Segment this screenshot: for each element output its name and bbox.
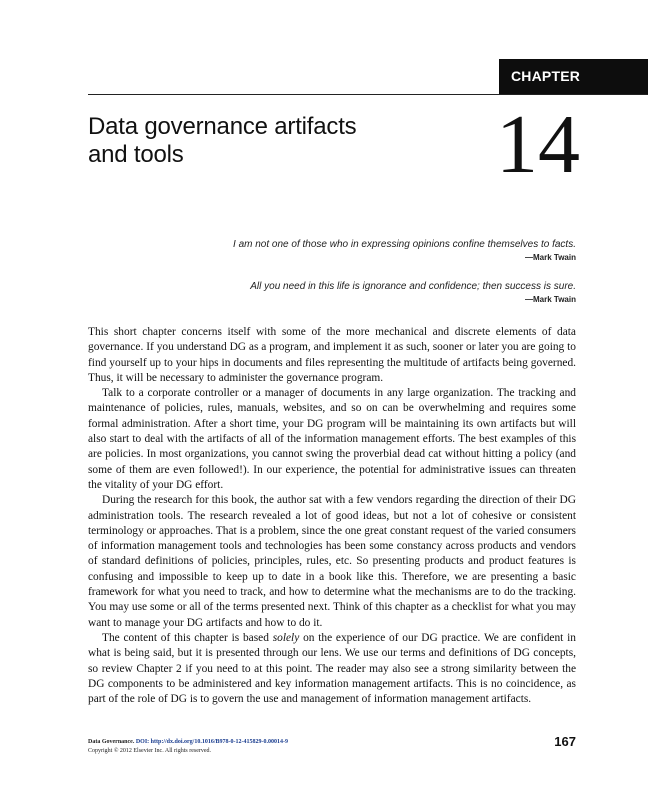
chapter-number: 14 (496, 98, 580, 191)
chapter-title-line-2: and tools (88, 141, 184, 168)
epigraph-quote: All you need in this life is ignorance and confidence; then success is sure. (250, 281, 576, 292)
footer-journal: Data Governance. (88, 739, 135, 745)
footer-doi-link[interactable]: DOI: http://dx.doi.org/10.1016/B978-0-12-415829-0.00014-9 (135, 739, 288, 745)
paragraph-text: The content of this chapter is based (102, 631, 273, 644)
body-text (88, 325, 576, 707)
chapter-label: CHAPTER (499, 59, 648, 94)
chapter-title (88, 113, 418, 169)
epigraph (150, 238, 576, 263)
footer-copyright: Copyright © 2012 Elsevier Inc. All rights reserved. (88, 748, 212, 754)
emphasis-text: solely (272, 631, 300, 644)
chapter-title-line-1: Data governance artifacts (88, 113, 357, 140)
page-footer (88, 738, 576, 756)
paragraph (88, 631, 576, 707)
epigraph (150, 280, 576, 305)
page-number: 167 (554, 734, 576, 749)
chapter-header-rule (88, 94, 648, 95)
epigraph-attribution: —Mark Twain (525, 253, 576, 262)
paragraph: During the research for this book, the author sat with a few vendors regarding the direction of their DG administration tools. The research revealed a lot of good ideas, but not a lot of cohesive or consistent terminology or approaches. That is a problem, since the one great constant request of the varied consumers of information management tools and technologies has been some constancy across products and vendors of standard definitions of policies, principles, rules, etc. So presenting products and product features is confusing and impossible to keep up to date in a book like this. Therefore, we are presenting a basic framework for what you need to track, and how to determine what the mechanisms are to do the tracking. You may use some or all of the terms presented next. Think of this chapter as a checklist for what you may want to manage your DG artifacts and how to do it. (88, 494, 576, 629)
paragraph-text: on the experience of our DG practice. We are confident in what is being said, but it is presented through our lens. We use our terms and definitions of DG concepts, so review Chapter 2 if you need to at this point. The reader may also see a strong similarity between the DG components to be administered and key information management artifacts. This is no coincidence, as part of the role of DG is to govern the use and management of information management artifacts. (88, 631, 576, 706)
paragraph: This short chapter concerns itself with some of the more mechanical and discrete elements of data governance. If you understand DG as a program, and implement it as such, sooner or later you are going to find yourself up to your hips in documents and files representing the multitude of artifacts being governed. Thus, it will be necessary to administer the governance program. (88, 326, 576, 384)
epigraph-quote: I am not one of those who in expressing opinions confine themselves to facts. (233, 239, 576, 250)
epigraph-attribution: —Mark Twain (525, 295, 576, 304)
paragraph: Talk to a corporate controller or a manager of documents in any large organization. The tracking and maintenance of policies, rules, manuals, websites, and so on can be overwhelming and requires some formal administration. After a short time, your DG program will be maintaining its own artifacts but will also start to deal with the artifacts of all of the information management efforts. The best examples of this are policies. In most organizations, you cannot swing the proverbial dead cat without hitting a policy (and some of them are even followed!). In our experience, the potential for administrative issues can threaten the vitality of your DG effort. (88, 387, 576, 491)
